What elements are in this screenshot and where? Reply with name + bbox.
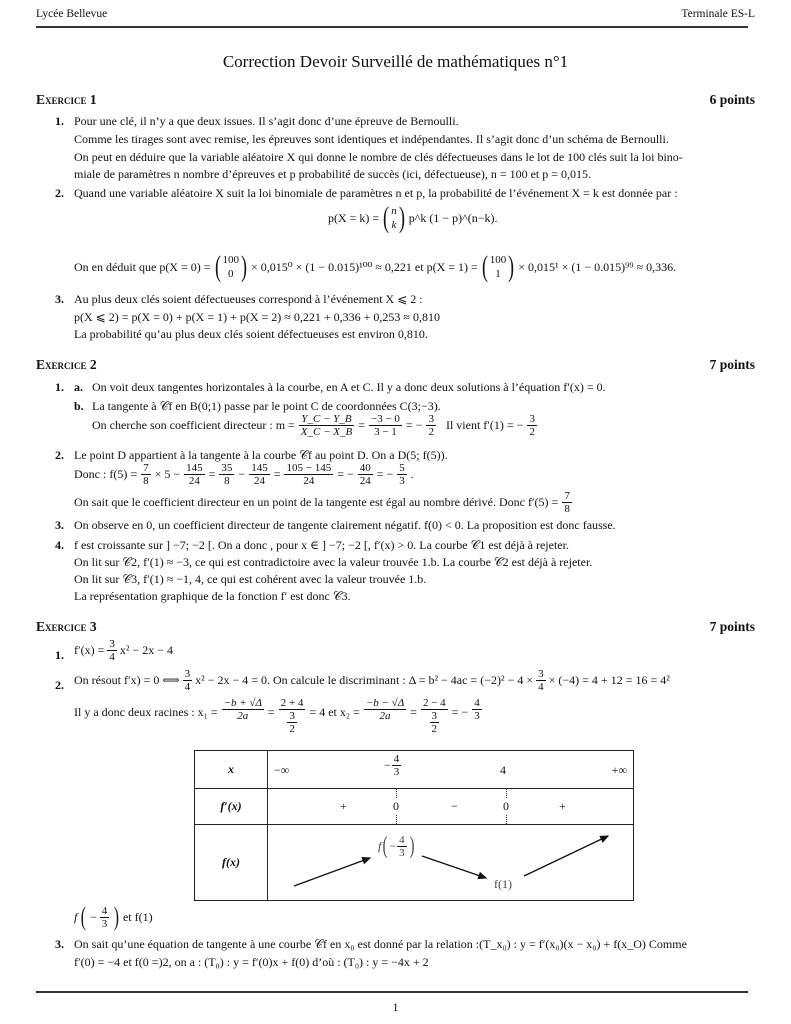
line2-end: × 0,015¹ × (1 − 0.015)⁹⁹ ≈ 0,336. bbox=[518, 259, 677, 274]
l1b: x² − 2x − 4 = 0. On calcule le discriminant : Δ = b² − 4ac = (−2)² − 4 × bbox=[195, 673, 534, 687]
ex1-q1-line3: On peut en déduire que la variable aléatoire X qui donne le nombre de clés défectueuses dans le lot de 100 clés suit la loi bino- bbox=[74, 150, 683, 164]
arrow-decreasing bbox=[422, 856, 486, 878]
frac-den: 8 bbox=[224, 475, 230, 487]
frac-den: 4 bbox=[184, 681, 191, 693]
ex1-q2-line1: Quand une variable aléatoire X suit la loi binomiale de paramètres n et p, la probabilité de l’événement X = k est donnée par : bbox=[74, 186, 678, 200]
ex2-q4-line2: On lit sur 𝒞2, f′(1) ≈ −3, ce qui est contradictoire avec la valeur trouvée 1.b. La courbe 𝒞2 est déjà à rejeter. bbox=[74, 555, 593, 569]
frac-root2-values bbox=[421, 697, 448, 735]
after-suffix: et f(1) bbox=[122, 909, 153, 924]
frac-0 bbox=[141, 462, 151, 487]
f-min-value: f(1) bbox=[494, 877, 512, 891]
b1-top: 100 bbox=[222, 254, 240, 266]
frac-num: 4 bbox=[101, 904, 108, 917]
frac-num: Y_C − Y_B bbox=[301, 413, 352, 425]
frac-num: 145 bbox=[251, 462, 268, 474]
ex1-q2-line2 bbox=[74, 252, 676, 282]
x-minus-inf: −∞ bbox=[274, 763, 290, 777]
ex2-q4-line1: f est croissante sur ] −7; −2 [. On a donc , pour x ∈ ] −7; −2 [, f′(x) > 0. La courbe 𝒞1 est déjà à rejeter. bbox=[74, 538, 569, 552]
ex1-points: 6 points bbox=[709, 92, 755, 107]
frac-4-3 bbox=[100, 905, 110, 930]
frac-num: 4 bbox=[393, 753, 400, 765]
ex2-heading: Exercice 2 bbox=[36, 357, 97, 372]
x-plus-inf: +∞ bbox=[611, 763, 627, 777]
op-1: = bbox=[208, 467, 216, 481]
ex1-q1-number: 1. bbox=[55, 114, 64, 128]
q1-suffix: x² − 2x − 4 bbox=[119, 643, 174, 657]
eq-mid: = − bbox=[405, 418, 423, 432]
ex2-q1b-coefficient: On cherche son coefficient directeur : m = $\frac{Y\_C - Y\_B}{X\_C - X\_B}$ = $\frac{-3 - 0}{3 - 1}$ = − $\frac{3}{2}$ Il vient f′(1) = − $\frac{3}{2}$ bbox=[92, 413, 535, 438]
frac-den: 2a bbox=[379, 710, 391, 722]
ex2-q1a-text: On voit deux tangentes horizontales à la courbe, en A et C. Il y a donc deux solutions à l’équation f′(x) = 0. bbox=[92, 380, 606, 394]
frac-3-4 bbox=[107, 638, 117, 663]
ex1-q3-line2: p(X ⩽ 2) = p(X = 0) + p(X = 1) + p(X = 2) ≈ 0,221 + 0,336 + 0,253 ≈ 0,810 bbox=[74, 310, 440, 324]
variation-cell bbox=[268, 825, 634, 901]
l1a: On résout f′x) = 0 ⟺ bbox=[74, 673, 180, 687]
row-x bbox=[195, 751, 634, 789]
l1c: × (−4) = 4 + 12 = 16 = 4² bbox=[548, 673, 670, 687]
sign-plus-2: + bbox=[559, 799, 566, 813]
b2-top: 100 bbox=[489, 254, 507, 266]
ex3-q3-line1: On sait qu’une équation de tangente à une courbe 𝒞f en x₀ est donné par la relation :(T_x₀) : y = f′(x₀)(x − x₀) + f(x_O) Comme bbox=[74, 937, 687, 951]
frac-num: −b + √Δ bbox=[223, 697, 262, 709]
ex3-q1-number: 1. bbox=[55, 648, 64, 662]
ex2-q2-number: 2. bbox=[55, 448, 64, 462]
ex2-points: 7 points bbox=[709, 357, 755, 372]
ex2-q3-line1: On observe en 0, un coefficient directeur de tangente clairement négatif. f(0) < 0. La proposition est donc fausse. bbox=[74, 518, 616, 532]
ex1-q3-number: 3. bbox=[55, 292, 64, 306]
frac-den: 24 bbox=[188, 475, 200, 487]
frac-root1-values bbox=[279, 697, 306, 735]
header-rule bbox=[36, 26, 748, 28]
sign-plus-1: + bbox=[340, 799, 347, 813]
frac-result bbox=[426, 413, 436, 438]
f-max-value: f ( − $\frac{4}{3}$ ) bbox=[378, 833, 415, 859]
frac-num: 35 bbox=[221, 462, 233, 474]
ex3-q2-line1 bbox=[74, 668, 670, 693]
frac-num: 4 bbox=[474, 697, 480, 709]
ex2-q3-number: 3. bbox=[55, 518, 64, 532]
frac-num: 40 bbox=[359, 462, 371, 474]
coef-mid: Il vient f′(1) = − bbox=[445, 418, 524, 432]
frac-den: 8 bbox=[564, 503, 570, 515]
x-minus-4-3: − $\frac{4}{3}$ bbox=[384, 753, 400, 778]
variation-table bbox=[194, 750, 634, 901]
frac-num: 3 bbox=[428, 413, 434, 425]
ex2-q1b-text: La tangente à 𝒞f en B(0;1) passe par le point C de coordonnées C(3;−3). bbox=[92, 399, 441, 413]
b1-bottom: 0 bbox=[228, 268, 234, 280]
frac-den: 3 bbox=[101, 917, 108, 930]
frac-num: 145 bbox=[186, 462, 203, 474]
frac-num: −3 − 0 bbox=[371, 413, 400, 425]
frac-num: 3 bbox=[289, 710, 295, 722]
frac-den: 4 bbox=[538, 681, 544, 693]
frac-slope bbox=[299, 413, 354, 438]
binomial-formula bbox=[328, 203, 497, 233]
frac-den: 3 bbox=[393, 766, 400, 778]
frac-derivative bbox=[527, 413, 537, 438]
ex3-q3-number: 3. bbox=[55, 937, 64, 951]
variation-arrows bbox=[268, 825, 634, 900]
ex3-q2-number: 2. bbox=[55, 678, 64, 692]
header-class: Terminale ES-L bbox=[681, 8, 755, 20]
frac-2 bbox=[219, 462, 234, 487]
after-table-line: f ( − $\frac{4}{3}$ ) et f(1) bbox=[74, 902, 153, 931]
op-6: . bbox=[410, 467, 414, 481]
ex2-q1a-label: a. bbox=[74, 380, 83, 394]
coef-prefix: On cherche son coefficient directeur : m = bbox=[92, 418, 295, 432]
op-2: − bbox=[238, 467, 246, 481]
binom-bottom: k bbox=[391, 219, 397, 231]
frac-num: 4 bbox=[399, 834, 405, 846]
frac-num: 3 bbox=[431, 710, 438, 722]
ex2-q1b-label: b. bbox=[74, 399, 84, 413]
frac-1 bbox=[184, 462, 205, 487]
frac-den: 2 bbox=[428, 426, 434, 438]
ex2-q4-number: 4. bbox=[55, 538, 64, 552]
frac-den: 3 bbox=[399, 847, 405, 859]
frac-num: 3 bbox=[109, 638, 115, 650]
ex1-q3-line1: Au plus deux clés soient défectueuses correspond à l’événement X ⩽ 2 : bbox=[74, 292, 423, 306]
b2-bottom: 1 bbox=[495, 268, 501, 280]
frac-6 bbox=[397, 462, 407, 487]
l2c: = − bbox=[451, 705, 469, 719]
frac-num: 7 bbox=[143, 462, 149, 474]
frac-b bbox=[536, 668, 546, 693]
frac-den: 3 − 1 bbox=[374, 426, 397, 438]
formula-right: p^k (1 − p)^(n−k). bbox=[408, 210, 498, 225]
ex2-q2-line1: Le point D appartient à la tangente à la courbe 𝒞f au point D. On a D(5; f(5)). bbox=[74, 448, 448, 462]
op-0: × 5 − bbox=[154, 467, 181, 481]
ex1-q2-number: 2. bbox=[55, 186, 64, 200]
frac-num: 105 − 145 bbox=[286, 462, 332, 474]
frac-num: 3 bbox=[184, 668, 191, 680]
ex2-q4-line3: On lit sur 𝒞3, f′(1) ≈ −1, 4, ce qui est cohérent avec la valeur trouvée 1.b. bbox=[74, 572, 427, 586]
label-f: f(x) bbox=[195, 825, 268, 901]
frac-den: 2 bbox=[529, 426, 535, 438]
formula-left: p(X = k) = bbox=[328, 210, 380, 225]
ex1-q1-line2: Comme les tirages sont avec remise, les épreuves sont identiques et indépendantes. Il s’agit donc d’un schéma de Bernoulli. bbox=[74, 132, 669, 146]
frac-num: −b − √Δ bbox=[365, 697, 405, 709]
frac-den: 2 bbox=[431, 723, 438, 735]
q1-prefix: f′(x) = bbox=[74, 643, 105, 657]
frac-5 bbox=[358, 462, 373, 487]
frac-root2 bbox=[364, 697, 406, 722]
ex3-points: 7 points bbox=[709, 619, 755, 634]
arrow-increasing-2 bbox=[524, 836, 608, 876]
zero-2: 0 bbox=[503, 799, 509, 813]
ex3-q3-line2: f′(0) = −4 et f(0 =)2, on a : (T₀) : y = f′(0)x + f(0) d’où : (T₀) : y = −4x + 2 bbox=[74, 955, 429, 969]
frac-num: 3 bbox=[529, 413, 535, 425]
frac-den: 4 bbox=[109, 651, 115, 663]
frac-a bbox=[183, 668, 193, 693]
op-5: = − bbox=[376, 467, 394, 481]
frac-den: 2 bbox=[289, 723, 295, 735]
page-number: 1 bbox=[392, 1000, 399, 1014]
ex2-q1-number: 1. bbox=[55, 380, 64, 394]
row-f bbox=[195, 825, 634, 901]
binom-100-1: ( 100 1 ) bbox=[481, 250, 515, 283]
ex3-q2-line2: Il y a donc deux racines : x₁ = $\frac{-b + √\Delta}{2a}$ = $\frac{2 + 4}{\frac{3}{2}}$ = 4 et x₂ = $\frac{-b - √\Delta}{2a}$ = $\frac{2 - 4}{\frac{3}{2}}$ = − $\frac{4}{3}$ bbox=[74, 697, 480, 735]
f-prefix: f bbox=[74, 909, 78, 924]
header-school: Lycée Bellevue bbox=[36, 8, 108, 20]
arrow-increasing-1 bbox=[294, 858, 370, 886]
ex1-q1-line4: miale de paramètres n nombre d’épreuves et p probabilité de succès (ici, défectueuse), n = 100 et p = 0,015. bbox=[74, 167, 592, 181]
l2b: = 4 et x₂ = bbox=[309, 705, 360, 719]
ex1-heading: Exercice 1 bbox=[36, 92, 97, 107]
zero-1: 0 bbox=[393, 799, 399, 813]
x-values-cell bbox=[268, 751, 634, 789]
ex1-q3-line3: La probabilité qu’au plus deux clés soient défectueuses est environ 0,810. bbox=[74, 327, 428, 341]
binom-top: n bbox=[391, 205, 397, 217]
sign-minus: − bbox=[451, 799, 458, 813]
line2-prefix: On en déduit que p(X = 0) = bbox=[74, 259, 211, 274]
frac-den: 24 bbox=[253, 475, 265, 487]
frac-den: 24 bbox=[359, 475, 371, 487]
ex1-q1-line1: Pour une clé, il n’y a que deux issues. Il s’agit donc d’une épreuve de Bernoulli. bbox=[74, 114, 459, 128]
frac-values bbox=[369, 413, 402, 438]
frac-den: 2a bbox=[237, 710, 249, 722]
frac-den: 8 bbox=[143, 475, 149, 487]
frac-den: 24 bbox=[303, 475, 315, 487]
ex3-heading: Exercice 3 bbox=[36, 619, 97, 634]
frac-num: 7 bbox=[564, 490, 570, 502]
ex2-q2-line3 bbox=[74, 490, 573, 515]
ex3-q1-formula bbox=[74, 638, 173, 663]
frac-4 bbox=[284, 462, 333, 487]
frac-root2-result bbox=[472, 697, 482, 722]
frac-num: 2 − 4 bbox=[422, 697, 446, 709]
page-title: Correction Devoir Surveillé de mathématiques n°1 bbox=[222, 52, 569, 71]
sign-cell bbox=[268, 789, 634, 825]
frac-den: 3 bbox=[474, 710, 480, 722]
frac-derivative-5 bbox=[562, 490, 572, 515]
ex2-q2-computation bbox=[74, 462, 414, 487]
op-3: = bbox=[273, 467, 281, 481]
frac-num: 3 bbox=[538, 668, 544, 680]
line2-mid: × 0,015⁰ × (1 − 0.015)¹⁰⁰ ≈ 0,221 et p(X = 1) = bbox=[251, 259, 478, 274]
op-4: = − bbox=[337, 467, 354, 481]
frac-num: 2 + 4 bbox=[280, 697, 304, 709]
row-fprime bbox=[195, 789, 634, 825]
label-x: x bbox=[195, 751, 268, 789]
frac-den: X_C − X_B bbox=[300, 426, 353, 438]
line3-text: On sait que le coefficient directeur en un point de la tangente est égal au nombre dérivé. Donc f′(5) = bbox=[74, 495, 559, 509]
frac-num: 5 bbox=[399, 462, 405, 474]
l2a: Il y a donc deux racines : x₁ = bbox=[74, 705, 218, 719]
binom-100-0: ( 100 0 ) bbox=[214, 250, 248, 283]
label-fprime: f′(x) bbox=[195, 789, 268, 825]
frac-den: 3 bbox=[399, 475, 405, 487]
frac-root1 bbox=[222, 697, 264, 722]
ex2-q4-line4: La représentation graphique de la fonction f′ est donc 𝒞3. bbox=[74, 589, 351, 603]
donc-label: Donc : f(5) = bbox=[74, 467, 138, 481]
binom-coefficient: ( n k ) bbox=[383, 201, 405, 234]
frac-3 bbox=[249, 462, 270, 487]
footer-rule bbox=[36, 991, 748, 993]
x-4: 4 bbox=[500, 763, 506, 777]
